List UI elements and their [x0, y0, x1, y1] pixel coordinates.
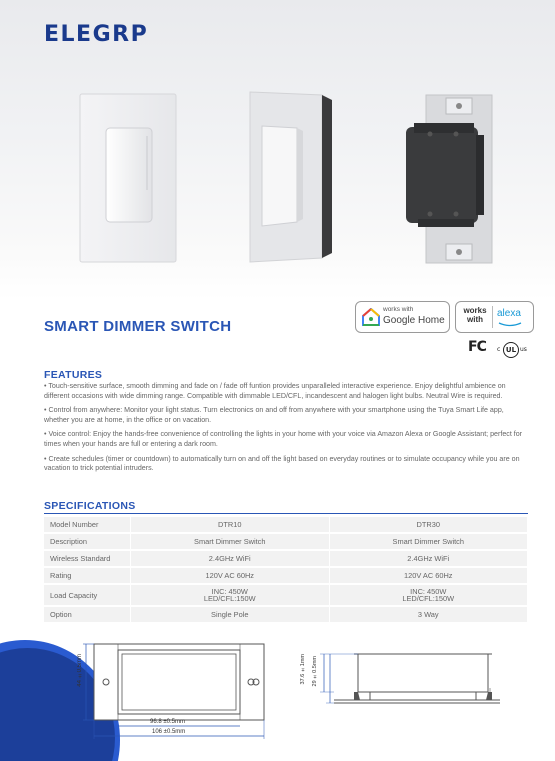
- switch-angled-view: [250, 92, 332, 262]
- table-row: Model Number DTR10 DTR30: [44, 517, 528, 532]
- product-title: SMART DIMMER SWITCH: [44, 318, 232, 335]
- feature-item: • Touch-sensitive surface, smooth dimming and fade on / fade off funtion provides unparalleled interactive experience. Enjoy delightful ambience on different occasions with wide dimming range. Compatible with dimmable LED/CFL, incandescent and halogen light bulbs. Neutral Wire is required.: [44, 382, 506, 400]
- features-list: [44, 382, 524, 479]
- front-width-label: 106 ±0.5mm: [152, 729, 186, 735]
- feature-item: • Control from anywhere: Monitor your light status. Turn electronics on and off from anywhere with your smartphone using the Tuya Smart Life app, whether you are at home, in the office or on vacation.: [44, 406, 504, 424]
- front-height-label: 44 ±0.5mm: [77, 654, 83, 687]
- google-badge-main: Google Home: [383, 315, 445, 326]
- alexa-badge-works: works: [463, 306, 487, 315]
- specifications-rule: [44, 513, 528, 514]
- product-photos: [0, 0, 555, 300]
- specifications-table: [44, 515, 528, 624]
- fcc-mark: FC: [468, 339, 486, 355]
- alexa-smile-icon: [498, 322, 522, 327]
- ul-listed-mark: c UL us: [497, 342, 527, 360]
- alexa-badge-with: with: [467, 315, 483, 324]
- brand-logo: ELEGRP: [44, 22, 149, 47]
- feature-item: • Voice control: Enjoy the hands-free convenience of controlling the lights in your home with your voice via Amazon Alexa or Google Assistant; perfect for times when your hands are full or entering a dark room.: [44, 430, 523, 448]
- alexa-badge-wordmark: alexa: [497, 308, 521, 319]
- side-dimension-drawing: [314, 648, 524, 728]
- alexa-badge: [455, 301, 534, 333]
- google-home-badge: [355, 301, 450, 333]
- table-row: Load Capacity INC: 450W LED/CFL:150W INC: 450W LED/CFL:150W: [44, 585, 528, 605]
- table-row: Wireless Standard 2.4GHz WiFi 2.4GHz WiFi: [44, 551, 528, 566]
- side-depth-label-a: 29 ±0.5mm: [312, 656, 318, 687]
- table-row: Rating 120V AC 60Hz 120V AC 60Hz: [44, 568, 528, 583]
- table-row: Description Smart Dimmer Switch Smart Dimmer Switch: [44, 534, 528, 549]
- specifications-heading: SPECIFICATIONS: [44, 500, 136, 512]
- front-inner-width-label: 96.8 ±0.5mm: [150, 719, 185, 725]
- features-heading: FEATURES: [44, 369, 103, 381]
- product-hero: [0, 0, 555, 300]
- switch-back-view: [406, 95, 492, 263]
- table-row: Option Single Pole 3 Way: [44, 607, 528, 622]
- google-home-icon: [362, 308, 380, 326]
- side-depth-label-b: 37.6 ±1mm: [300, 654, 306, 685]
- feature-item: • Create schedules (timer or countdown) to automatically turn on and off the light based on everyday routines or to simulate occupancy while you are on vacation to trick potential intruders.: [44, 454, 520, 473]
- google-badge-top: works with: [383, 306, 414, 313]
- switch-front-view: [80, 94, 176, 262]
